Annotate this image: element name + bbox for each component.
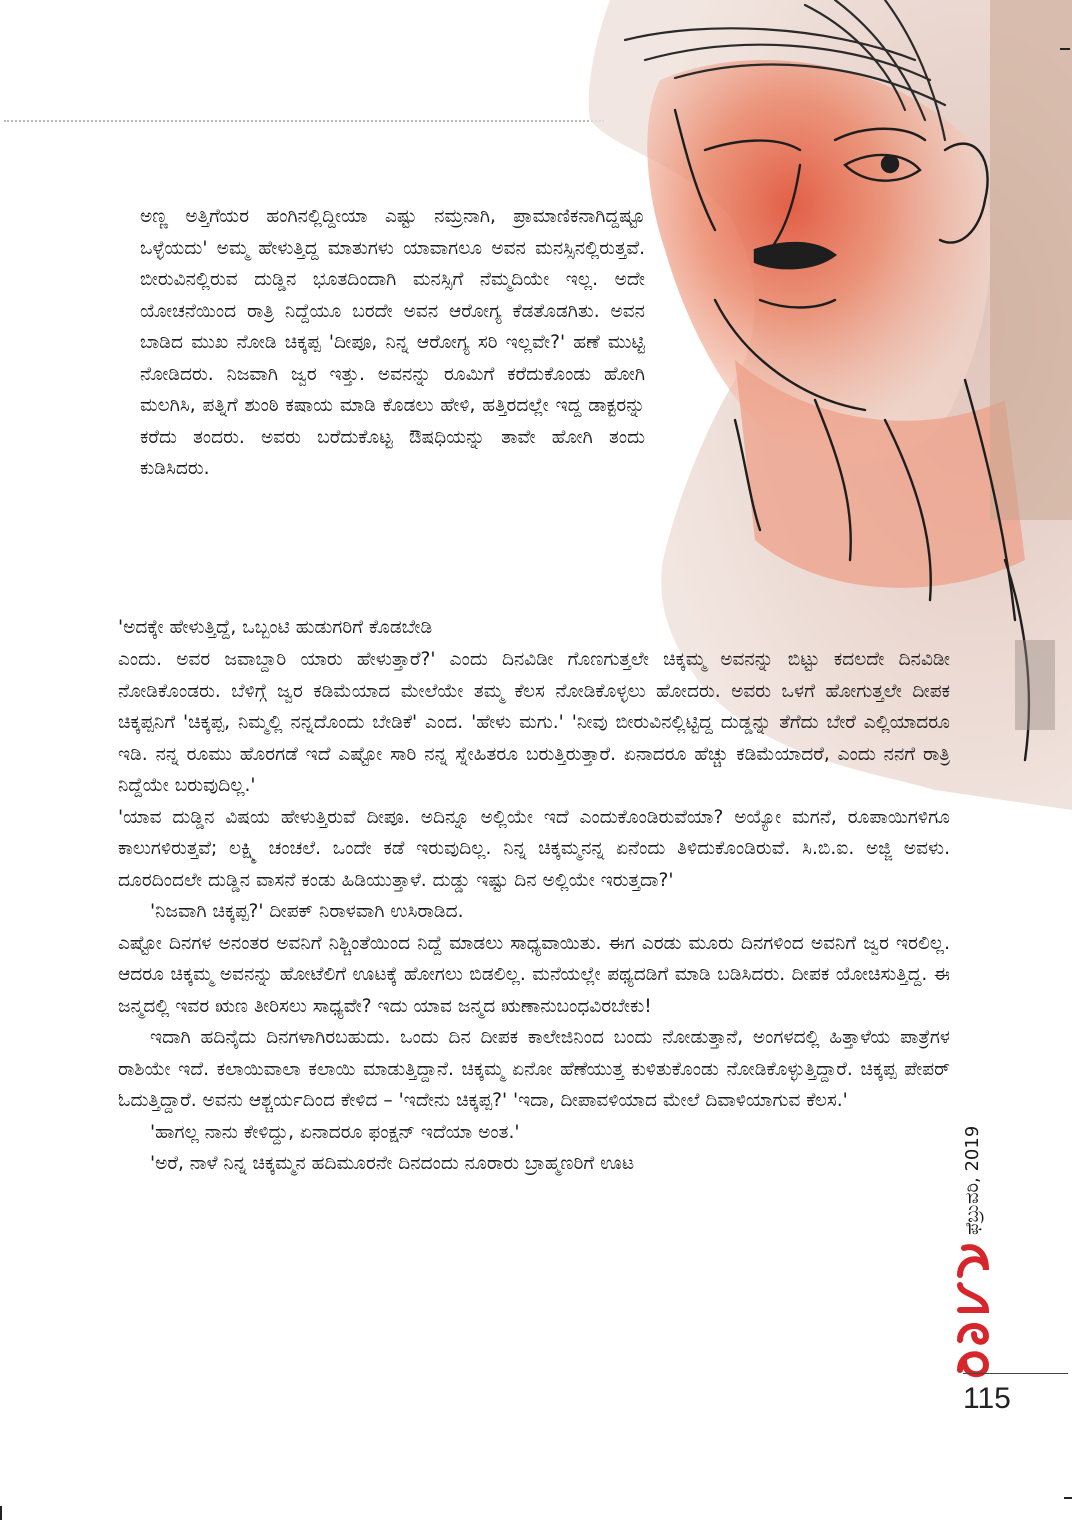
blurred-patch bbox=[1015, 640, 1055, 730]
door-frame bbox=[990, 0, 1072, 520]
paragraph-4: 'ನಿಜವಾಗಿ ಚಿಕ್ಕಪ್ಪ?' ದೀಪಕ್ ನಿರಾಳವಾಗಿ ಉಸಿರಾಡಿದ. bbox=[150, 901, 464, 922]
dotted-separator bbox=[4, 120, 604, 122]
paragraph-2-continued: ಎಂದು. ಅವರ ಜವಾಬ್ದಾರಿ ಯಾರು ಹೇಳುತ್ತಾರೆ?' ಎಂದು ದಿನವಿಡೀ ಗೊಣಗುತ್ತಲೇ ಚಿಕ್ಕಮ್ಮ ಅವನನ್ನು ಬಿಟ್ಟು ಕದಲದೇ ದಿನವಿಡೀ ನೋಡಿಕೊಂಡರು. ಬೆಳಿಗ್ಗೆ ಜ್ವರ ಕಡಿಮೆಯಾದ ಮೇಲೆಯೇ ತಮ್ಮ ಕೆಲಸ ನೋಡಿಕೊಳ್ಳಲು ಹೋದರು. ಅವರು ಒಳಗೆ ಹೋಗುತ್ತಲೇ ದೀಪಕ ಚಿಕ್ಕಪ್ಪನಿಗೆ 'ಚಿಕ್ಕಪ್ಪ, ನಿಮ್ಮಲ್ಲಿ ನನ್ನದೊಂದು ಬೇಡಿಕೆ' ಎಂದ. 'ಹೇಳು ಮಗು.' 'ನೀವು ಬೀರುವಿನಲ್ಲಿಟ್ಟಿದ್ದ ದುಡ್ಡನ್ನು ತೆಗೆದು ಬೇರೆ ಎಲ್ಲಿಯಾದರೂ ಇಡಿ. ನನ್ನ ರೂಮು ಹೊರಗಡೆ ಇದೆ ಎಷ್ಟೋ ಸಾರಿ ನನ್ನ ಸ್ನೇಹಿತರೂ ಬರುತ್ತಿರುತ್ತಾರೆ. ಏನಾದರೂ ಹೆಚ್ಚು ಕಡಿಮೆಯಾದರೆ, ಎಂದು ನನಗೆ ರಾತ್ರಿ ನಿದ್ದೆಯೇ ಬರುವುದಿಲ್ಲ.' bbox=[118, 649, 950, 796]
paragraph-3: 'ಯಾವ ದುಡ್ಡಿನ ವಿಷಯ ಹೇಳುತ್ತಿರುವೆ ದೀಪೂ. ಅದಿನ್ನೂ ಅಲ್ಲಿಯೇ ಇದೆ ಎಂದುಕೊಂಡಿರುವೆಯಾ? ಅಯ್ಯೋ ಮಗನೆ, ರೂಪಾಯಿಗಳಿಗೂ ಕಾಲುಗಳಿರುತ್ತವೆ; ಲಕ್ಷ್ಮಿ ಚಂಚಲೆ. ಒಂದೇ ಕಡೆ ಇರುವುದಿಲ್ಲ. ನಿನ್ನ ಚಿಕ್ಕಮ್ಮನನ್ನ ಏನೆಂದು ತಿಳಿದುಕೊಂಡಿರುವೆ. ಸಿ.ಬಿ.ಐ. ಅಜ್ಜಿ ಅವಳು. ದೂರದಿಂದಲೇ ದುಡ್ಡಿನ ವಾಸನೆ ಕಂಡು ಹಿಡಿಯುತ್ತಾಳೆ. ದುಡ್ಡು ಇಷ್ಟು ದಿನ ಅಲ್ಲಿಯೇ ಇರುತ್ತದಾ?' bbox=[118, 806, 950, 891]
paragraph-1: ಅಣ್ಣ ಅತ್ತಿಗೆಯರ ಹಂಗಿನಲ್ಲಿದ್ದೀಯಾ ಎಷ್ಟು ನಮ್ರನಾಗಿ, ಪ್ರಾಮಾಣಿಕನಾಗಿದ್ದಷ್ಟೂ ಒಳ್ಳೆಯದು' ಅಮ್ಮ ಹೇಳುತ್ತಿದ್ದ ಮಾತುಗಳು ಯಾವಾಗಲೂ ಅವನ ಮನಸ್ಸಿನಲ್ಲಿರುತ್ತವೆ. ಬೀರುವಿನಲ್ಲಿರುವ ದುಡ್ಡಿನ ಭೂತದಿಂದಾಗಿ ಮನಸ್ಸಿಗೆ ನೆಮ್ಮದಿಯೇ ಇಲ್ಲ. ಅದೇ ಯೋಚನೆಯಿಂದ ರಾತ್ರಿ ನಿದ್ದೆಯೂ ಬರದೇ ಅವನ ಆರೋಗ್ಯ ಕೆಡತೊಡಗಿತು. ಅವನ ಬಾಡಿದ ಮುಖ ನೋಡಿ ಚಿಕ್ಕಪ್ಪ 'ದೀಪೂ, ನಿನ್ನ ಆರೋಗ್ಯ ಸರಿ ಇಲ್ಲವೇ?' ಹಣೆ ಮುಟ್ಟಿ ನೋಡಿದರು. ನಿಜವಾಗಿ ಜ್ವರ ಇತ್ತು. ಅವನನ್ನು ರೂಮಿಗೆ ಕರೆದುಕೊಂಡು ಹೋಗಿ ಮಲಗಿಸಿ, ಪತ್ನಿಗೆ ಶುಂಠಿ ಕಷಾಯ ಮಾಡಿ ಕೊಡಲು ಹೇಳಿ, ಹತ್ತಿರದಲ್ಲೇ ಇದ್ದ ಡಾಕ್ಟರನ್ನು ಕರೆದು ತಂದರು. ಅವರು ಬರೆದುಕೊಟ್ಟ ಔಷಧಿಯನ್ನು ತಾವೇ ಹೋಗಿ ತಂದು ಕುಡಿಸಿದರು. bbox=[140, 206, 645, 479]
page-number: 115 bbox=[963, 1382, 1011, 1415]
page-number-rule bbox=[963, 1373, 1068, 1374]
issue-date: ಫೆಬ್ರುವರಿ, 2019 bbox=[962, 1125, 983, 1235]
masthead-logo bbox=[950, 1240, 996, 1380]
paragraph-5: ಎಷ್ಟೋ ದಿನಗಳ ಅನಂತರ ಅವನಿಗೆ ನಿಶ್ಚಿಂತೆಯಿಂದ ನಿದ್ದೆ ಮಾಡಲು ಸಾಧ್ಯವಾಯಿತು. ಈಗ ಎರಡು ಮೂರು ದಿನಗಳಿಂದ ಅವನಿಗೆ ಜ್ವರ ಇರಲಿಲ್ಲ. ಆದರೂ ಚಿಕ್ಕಮ್ಮ ಅವನನ್ನು ಹೋಟೆಲಿಗೆ ಊಟಕ್ಕೆ ಹೋಗಲು ಬಿಡಲಿಲ್ಲ. ಮನೆಯಲ್ಲೇ ಪಥ್ಯದಡಿಗೆ ಮಾಡಿ ಬಡಿಸಿದರು. ದೀಪಕ ಯೋಚಿಸುತ್ತಿದ್ದ. ಈ ಜನ್ಮದಲ್ಲಿ ಇವರ ಋಣ ತೀರಿಸಲು ಸಾಧ್ಯವೇ? ಇದು ಯಾವ ಜನ್ಮದ ಋಣಾನುಬಂಧವಿರಬೇಕು! bbox=[118, 932, 950, 1017]
crop-mark bbox=[1064, 1497, 1072, 1499]
paragraph-6: ಇದಾಗಿ ಹದಿನೈದು ದಿನಗಳಾಗಿರಬಹುದು. ಒಂದು ದಿನ ದೀಪಕ ಕಾಲೇಜಿನಿಂದ ಬಂದು ನೋಡುತ್ತಾನೆ, ಅಂಗಳದಲ್ಲಿ ಹಿತ್ತಾಳೆಯ ಪಾತ್ರೆಗಳ ರಾಶಿಯೇ ಇದೆ. ಕಲಾಯಿವಾಲಾ ಕಲಾಯಿ ಮಾಡುತ್ತಿದ್ದಾನೆ. ಚಿಕ್ಕಮ್ಮ ಏನೋ ಹೆಣೆಯುತ್ತ ಕುಳಿತುಕೊಂಡು ನೋಡಿಕೊಳ್ಳುತ್ತಿದ್ದಾರೆ. ಚಿಕ್ಕಪ್ಪ ಪೇಪರ್ ಓದುತ್ತಿದ್ದಾರೆ. ಅವನು ಆಶ್ಚರ್ಯದಿಂದ ಕೇಳಿದ – 'ಇದೇನು ಚಿಕ್ಕಪ್ಪ?' 'ಇದಾ, ದೀಪಾವಳಿಯಾದ ಮೇಲೆ ದಿವಾಳಿಯಾಗುವ ಕೆಲಸ.' bbox=[118, 1027, 950, 1111]
issue-date-label bbox=[952, 1065, 1022, 1235]
crop-mark bbox=[0, 1506, 2, 1520]
paragraph-7: 'ಹಾಗಲ್ಲ ನಾನು ಕೇಳಿದ್ದು, ಏನಾದರೂ ಫಂಕ್ಷನ್ ಇದೆಯಾ ಅಂತ.' bbox=[150, 1121, 520, 1143]
crop-mark bbox=[1060, 48, 1070, 50]
paragraph-8: 'ಅರೆ, ನಾಳೆ ನಿನ್ನ ಚಿಕ್ಕಮ್ಮನ ಹದಿಮೂರನೇ ದಿನದಂದು ನೂರಾರು ಬ್ರಾಹ್ಮಣರಿಗೆ ಊಟ bbox=[150, 1153, 635, 1174]
main-column bbox=[118, 644, 950, 1180]
paragraph-2-opening: 'ಅದಕ್ಕೇ ಹೇಳುತ್ತಿದ್ದೆ, ಒಬ್ಬಂಟಿ ಹುಡುಗರಿಗೆ ಕೊಡಬೇಡಿ bbox=[118, 617, 433, 638]
